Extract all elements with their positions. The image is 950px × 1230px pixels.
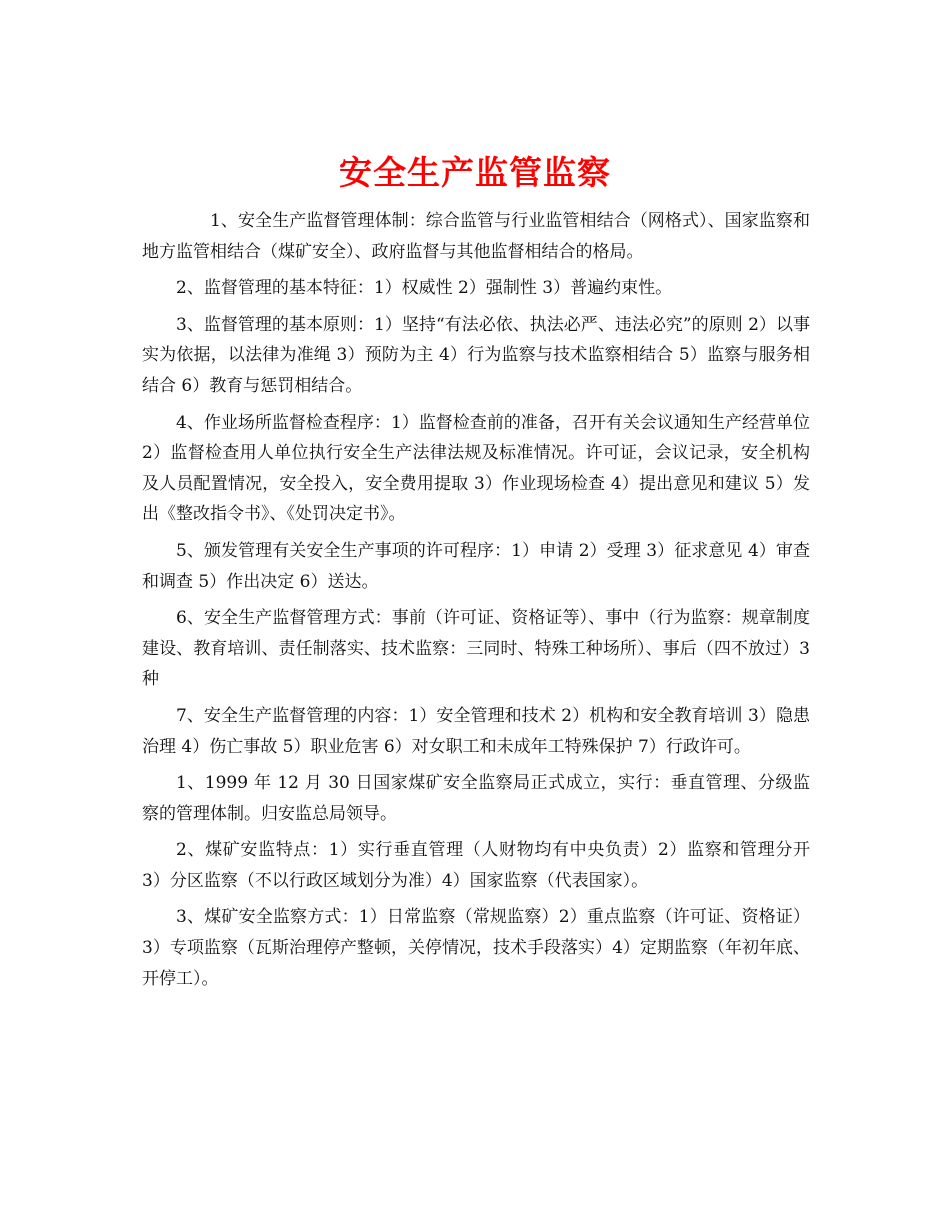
paragraph: 2、煤矿安监特点：1）实行垂直管理（人财物均有中央负责）2）监察和管理分开 3）分区监察（不以行政区域划分为准）4）国家监察（代表国家）。 xyxy=(142,840,810,891)
paragraph: 7、安全生产监督管理的内容：1）安全管理和技术 2）机构和安全教育培训 3）隐患治理 4）伤亡事故 5）职业危害 6）对女职工和未成年工特殊保护 7）行政许可。 xyxy=(142,705,810,757)
paragraph: 2、监督管理的基本特征：1）权威性 2）强制性 3）普遍约束性。 xyxy=(176,278,673,299)
document-body xyxy=(142,206,810,1000)
paragraph: 5、颁发管理有关安全生产事项的许可程序：1）申请 2）受理 3）征求意见 4）审查和调查 5）作出决定 6）送达。 xyxy=(142,540,810,592)
document-title: 安全生产监管监察 xyxy=(339,153,611,193)
paragraph: 3、煤矿安全监察方式：1）日常监察（常规监察）2）重点监察（许可证、资格证）3）专项监察（瓦斯治理停产整顿，关停情况，技术手段落实）4）定期监察（年初年底、开停工）。 xyxy=(142,907,810,989)
paragraph: 3、监督管理的基本原则：1）坚持“有法必依、执法必严、违法必究”的原则 2）以事实为依据，以法律为准绳 3）预防为主 4）行为监察与技术监察相结合 5）监察与服务相结合 6）教育与惩罚相结合。 xyxy=(142,314,810,396)
paragraph: 1、安全生产监督管理体制：综合监管与行业监管相结合（网格式）、国家监察和地方监管相结合（煤矿安全）、政府监督与其他监督相结合的格局。 xyxy=(142,211,810,262)
paragraph: 1、1999 年 12 月 30 日国家煤矿安全监察局正式成立，实行：垂直管理、分级监察的管理体制。归安监总局领导。 xyxy=(142,773,810,824)
paragraph: 6、安全生产监督管理方式：事前（许可证、资格证等）、事中（行为监察：规章制度建设、教育培训、责任制落实、技术监察：三同时、特殊工种场所）、事后（四不放过）3 种 xyxy=(142,608,810,690)
paragraph: 4、作业场所监督检查程序：1）监督检查前的准备，召开有关会议通知生产经营单位 2）监督检查用人单位执行安全生产法律法规及标准情况。许可证，会议记录，安全机构及人员配置情况，安全投入，安全费用提取 3）作业现场检查 4）提出意见和建议 5）发出《整改指令书》、《处罚决定书》。 xyxy=(142,412,810,525)
